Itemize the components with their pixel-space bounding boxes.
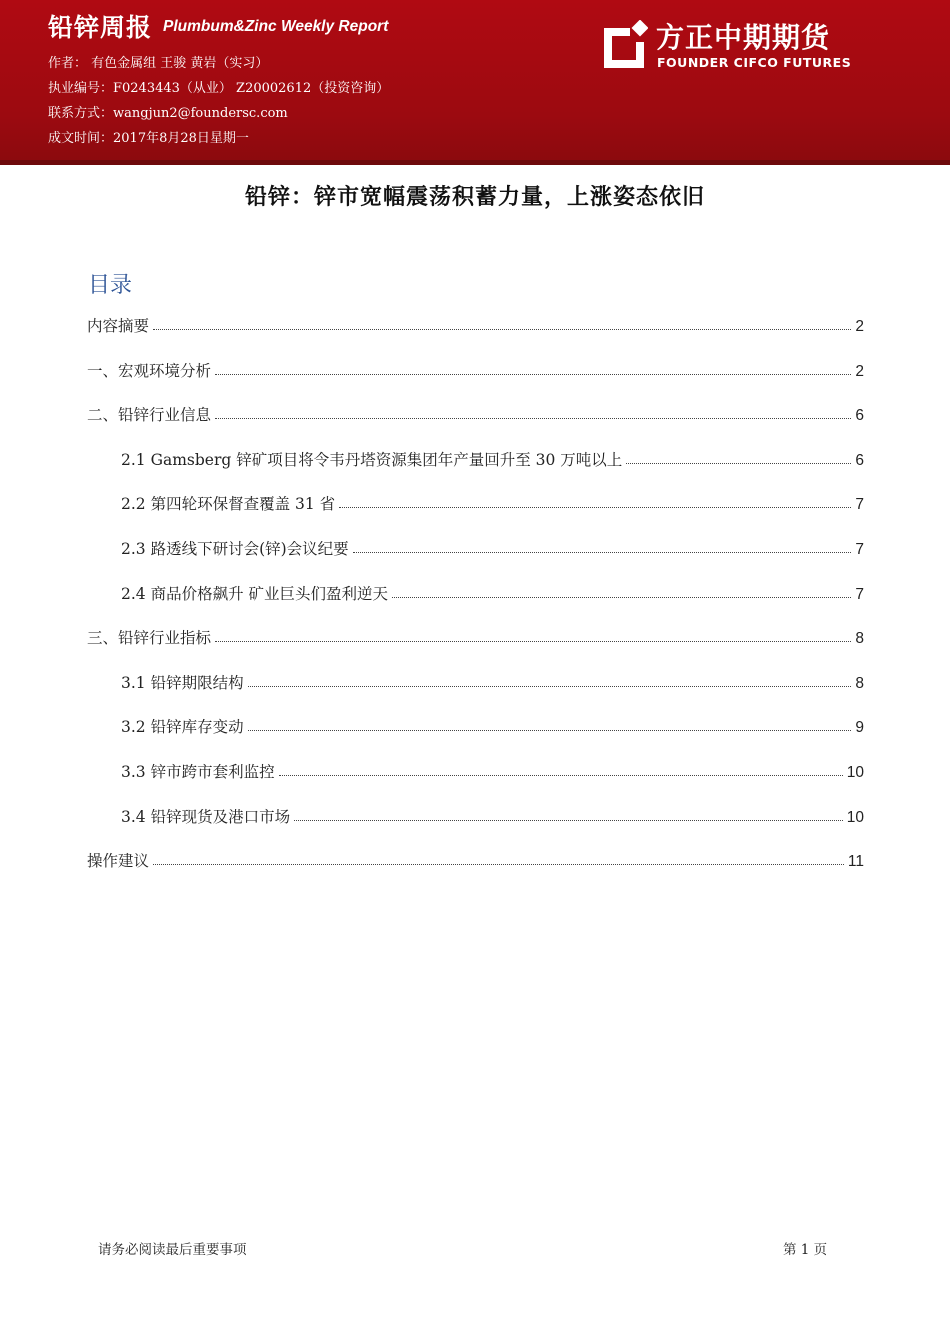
toc-leader-dots xyxy=(392,597,851,598)
toc-entry-3-2[interactable] xyxy=(121,709,864,737)
author-line: 作者： 有色金属组 王骏 黄岩（实习） xyxy=(48,56,269,71)
report-header xyxy=(0,0,950,165)
toc-leader-dots xyxy=(215,418,851,419)
toc-leader-dots xyxy=(153,864,844,865)
document-title: 铅锌：锌市宽幅震荡积蓄力量，上涨姿态依旧 xyxy=(244,185,705,210)
toc-entry-page: 2 xyxy=(855,363,864,380)
toc-leader-dots xyxy=(294,820,843,821)
footer-page-number: 第 1 页 xyxy=(783,1242,828,1258)
toc-entry-2-3[interactable] xyxy=(121,531,864,559)
toc-leader-dots xyxy=(153,329,851,330)
toc-entry-page: 7 xyxy=(855,541,864,558)
toc-entry-text: 2.2 第四轮环保督查覆盖 31 省 xyxy=(121,495,336,513)
toc-entry-industry-info[interactable] xyxy=(87,397,864,425)
toc-entry-summary[interactable] xyxy=(87,308,864,336)
toc-leader-dots xyxy=(248,686,852,687)
footer-notice: 请务必阅读最后重要事项 xyxy=(98,1242,247,1258)
toc-leader-dots xyxy=(248,730,852,731)
toc-entry-text: 3.2 铅锌库存变动 xyxy=(121,718,244,736)
toc-entry-page: 7 xyxy=(855,586,864,603)
toc-leader-dots xyxy=(626,463,851,464)
logo-text-cn: 方正中期期货 xyxy=(656,21,831,54)
toc-entry-page: 6 xyxy=(855,452,864,469)
toc-entry-2-1[interactable] xyxy=(121,442,864,470)
toc-leader-dots xyxy=(353,552,852,553)
toc-entry-text: 3.1 铅锌期限结构 xyxy=(121,674,244,692)
toc-entry-text: 三、铅锌行业指标 xyxy=(87,629,212,647)
toc-entry-page: 10 xyxy=(846,764,864,781)
founder-square-logo-icon xyxy=(600,20,648,70)
toc-entry-3-4[interactable] xyxy=(121,799,864,827)
toc-entry-page: 8 xyxy=(855,630,864,647)
toc-entry-text: 操作建议 xyxy=(87,852,150,870)
toc-heading: 目录 xyxy=(88,273,133,298)
toc-entry-text: 2.1 Gamsberg 锌矿项目将令韦丹塔资源集团年产量回升至 30 万吨以上 xyxy=(121,451,623,469)
toc-entry-suggestions[interactable] xyxy=(87,843,864,871)
report-title-en: Plumbum&Zinc Weekly Report xyxy=(163,18,389,35)
toc-entry-page: 7 xyxy=(855,496,864,513)
toc-entry-page: 6 xyxy=(855,407,864,424)
toc-entry-industry-indicators[interactable] xyxy=(87,620,864,648)
toc-leader-dots xyxy=(339,507,851,508)
report-title-cn: 铅锌周报 xyxy=(48,13,153,42)
toc-entry-text: 内容摘要 xyxy=(87,317,150,335)
toc-entry-page: 11 xyxy=(847,853,864,870)
toc-entry-page: 10 xyxy=(846,809,864,826)
toc-entry-page: 9 xyxy=(855,719,864,736)
toc-entry-text: 2.4 商品价格飙升 矿业巨头们盈利逆天 xyxy=(121,585,389,603)
toc-entry-3-1[interactable] xyxy=(121,665,864,693)
toc-entry-text: 一、宏观环境分析 xyxy=(87,362,212,380)
contact-line: 联系方式：wangjun2@foundersc.com xyxy=(48,106,288,121)
toc-leader-dots xyxy=(215,641,851,642)
toc-entry-macro[interactable] xyxy=(87,353,864,381)
toc-entry-text: 3.3 锌市跨市套利监控 xyxy=(121,763,275,781)
toc-entry-2-4[interactable] xyxy=(121,576,864,604)
toc-entry-text: 3.4 铅锌现货及港口市场 xyxy=(121,808,291,826)
toc-entry-page: 2 xyxy=(855,318,864,335)
toc-entry-page: 8 xyxy=(855,675,864,692)
toc-entry-text: 二、铅锌行业信息 xyxy=(87,406,212,424)
toc-entry-3-3[interactable] xyxy=(121,754,864,782)
toc-leader-dots xyxy=(279,775,843,776)
toc-leader-dots xyxy=(215,374,851,375)
logo-text-en: FOUNDER CIFCO FUTURES xyxy=(657,55,852,70)
license-line: 执业编号：F0243443（从业） Z20002612（投资咨询） xyxy=(48,81,390,96)
founder-logo xyxy=(600,18,850,74)
toc-entry-text: 2.3 路透线下研讨会(锌)会议纪要 xyxy=(121,540,349,558)
date-line: 成文时间：2017年8月28日星期一 xyxy=(48,131,249,146)
header-bottom-band xyxy=(0,160,950,165)
toc-entry-2-2[interactable] xyxy=(121,486,864,514)
